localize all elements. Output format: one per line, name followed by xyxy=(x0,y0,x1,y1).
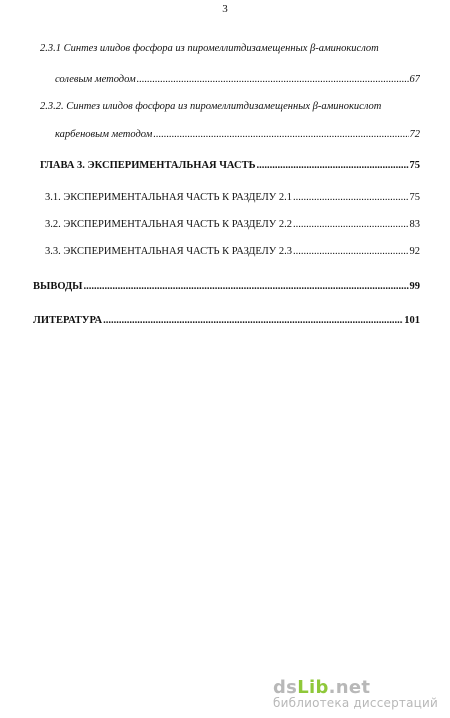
dot-leader xyxy=(137,74,409,85)
toc-entry-3-1-page: 75 xyxy=(409,192,420,203)
toc-entry-literature-page: 101 xyxy=(404,315,420,326)
toc-entry-conclusions-title: ВЫВОДЫ xyxy=(33,281,83,292)
toc-entry-2-3-2-page: 72 xyxy=(409,129,420,140)
dot-leader xyxy=(257,160,409,171)
toc-entry-chapter-3-title: ГЛАВА 3. ЭКСПЕРИМЕНТАЛЬНАЯ ЧАСТЬ xyxy=(40,160,256,171)
watermark-logo xyxy=(273,677,438,698)
toc-entry-3-3[interactable] xyxy=(45,246,420,257)
watermark-tagline: библиотека диссертаций xyxy=(273,696,438,710)
toc-entry-2-3-2[interactable] xyxy=(55,129,420,140)
dot-leader xyxy=(153,129,408,140)
page-number: 3 xyxy=(222,3,228,15)
toc-entry-3-3-title: 3.3. ЭКСПЕРИМЕНТАЛЬНАЯ ЧАСТЬ К РАЗДЕЛУ 2.3 xyxy=(45,246,292,257)
toc-entry-2-3-1-page: 67 xyxy=(409,74,420,85)
watermark-logo-accent: Lib xyxy=(297,677,329,698)
toc-entry-3-1-title: 3.1. ЭКСПЕРИМЕНТАЛЬНАЯ ЧАСТЬ К РАЗДЕЛУ 2.1 xyxy=(45,192,292,203)
dot-leader xyxy=(293,246,409,257)
toc-entry-literature[interactable] xyxy=(33,315,420,326)
toc-entry-chapter-3-page: 75 xyxy=(409,160,420,171)
dot-leader xyxy=(293,219,409,230)
dot-leader xyxy=(293,192,409,203)
toc-entry-3-3-page: 92 xyxy=(409,246,420,257)
toc-entry-conclusions[interactable] xyxy=(33,281,420,292)
toc-entry-2-3-1[interactable] xyxy=(55,74,420,85)
dot-leader xyxy=(84,281,409,292)
toc-entry-2-3-1-title-line2: солевым методом xyxy=(55,74,136,85)
toc-entry-literature-title: ЛИТЕРАТУРА xyxy=(33,315,103,326)
dot-leader xyxy=(103,315,403,326)
toc-entry-2-3-2-title-line1: 2.3.2. Синтез илидов фосфора из пиромеллитдизамещенных β-аминокислот xyxy=(40,101,382,112)
toc-entry-3-2[interactable] xyxy=(45,219,420,230)
toc-entry-conclusions-page: 99 xyxy=(409,281,420,292)
toc-entry-2-3-1-title-line1: 2.3.1 Синтез илидов фосфора из пиромеллитдизамещенных β-аминокислот xyxy=(40,43,379,54)
toc-entry-2-3-2-title-line2: карбеновым методом xyxy=(55,129,153,140)
watermark-logo-suffix: .net xyxy=(328,677,371,698)
toc-entry-3-2-title: 3.2. ЭКСПЕРИМЕНТАЛЬНАЯ ЧАСТЬ К РАЗДЕЛУ 2.2 xyxy=(45,219,292,230)
watermark-logo-prefix: ds xyxy=(273,677,298,698)
toc-entry-3-1[interactable] xyxy=(45,192,420,203)
watermark xyxy=(273,677,438,710)
toc-entry-chapter-3[interactable] xyxy=(40,160,420,171)
toc-entry-3-2-page: 83 xyxy=(409,219,420,230)
